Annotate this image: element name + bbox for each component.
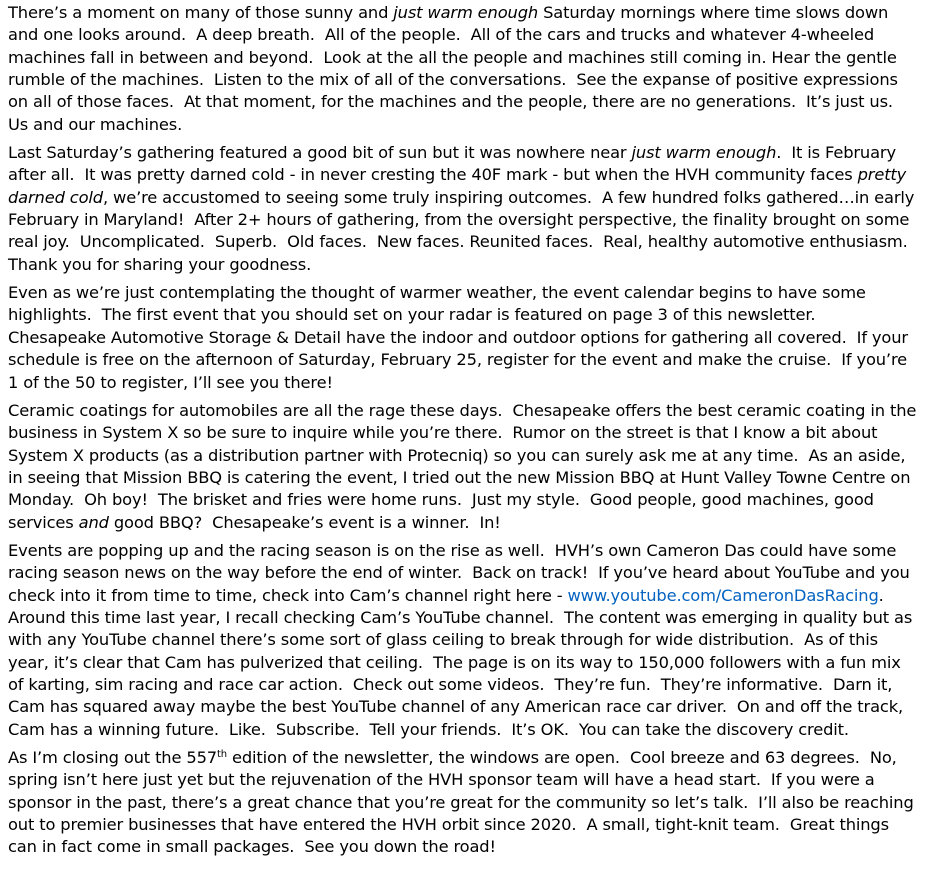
paragraph-6 xyxy=(8,747,920,859)
p2-italic-phrase-1: just warm enough xyxy=(631,143,777,163)
p6-text-a: As I’m closing out the 557 xyxy=(8,748,217,767)
p1-text-a: There’s a moment on many of those sunny and xyxy=(8,3,394,22)
paragraph-1 xyxy=(8,2,920,136)
paragraph-5 xyxy=(8,540,920,741)
p2-italic-phrase-2: pretty darned cold xyxy=(8,165,912,207)
p4-text-a: Ceramic coatings for automobiles are all the rage these days. Chesapeake offers the best ceramic coating in the business in System X so be sure to inquire while you’re there. Rumor on the street is that I know a bit about System X products (as a distribution partner with Protecniq) so you can surely ask me at any time. As an aside, in seeing that Mission BBQ is catering the event, I tried out the new Mission BBQ at Hunt Valley Towne Centre on Monday. Oh boy! The brisket and fries were home runs. Just my style. Good people, good machines, good services xyxy=(8,400,922,532)
p5-text-a: Events are popping up and the racing season is on the rise as well. HVH’s own Cameron Das could have some racing season news on the way before the end of winter. Back on track! If you’ve heard about YouTube and you check into it from time to time, check into Cam’s channel right here - xyxy=(8,540,915,605)
p2-text-a: Last Saturday’s gathering featured a good bit of sun but it was nowhere near xyxy=(8,143,632,163)
p4-text-c: good BBQ? Chesapeake’s event is a winner. In! xyxy=(108,512,501,532)
paragraph-2 xyxy=(8,142,920,276)
p1-italic-phrase: just warm enough xyxy=(393,3,539,22)
p5-text-b: . Around this time last year, I recall checking Cam’s YouTube channel. The content was emerging in quality but as with any YouTube channel there’s some sort of glass ceiling to break through for wide distribution. As of this year, it’s clear that Cam has pulverized that ceiling. The page is on its way to 150,000 followers with a fun mix of karting, sim racing and race car action. Check out some videos. They’re fun. They’re informative. Darn it, Cam has squared away maybe the best YouTube channel of any American race car driver. On and off the track, Cam has a winning future. Like. Subscribe. Tell your friends. It’s OK. You can take the discovery credit. xyxy=(8,585,918,739)
p1-text-c: Saturday mornings where time slows down and one looks around. A deep breath. All of the people. All of the cars and trucks and whatever 4-wheeled machines fall in between and beyond. Look at the all the people and machines still coming in. Hear the gentle rumble of the machines. Listen to the mix of all of the conversations. See the expanse of positive expressions on all of those faces. At that moment, for the machines and the people, there are no generations. It’s just us. Us and our machines. xyxy=(8,3,904,134)
paragraph-4 xyxy=(8,400,920,534)
p4-italic-word: and xyxy=(78,512,109,532)
p2-text-e: , we’re accustomed to seeing some truly inspiring outcomes. A few hundred folks gathered…in early February in Maryland! After 2+ hours of gathering, from the oversight perspective, the finality brought on some real joy. Uncomplicated. Superb. Old faces. New faces. Reunited faces. Real, healthy automotive enthusiasm. Thank you for sharing your goodness. xyxy=(8,187,920,274)
p3-text: Even as we’re just contemplating the thought of warmer weather, the event calendar begins to have some highlights. The first event that you should set on your radar is featured on page 3 of this newsletter. Chesapeake Automotive Storage & Detail have the indoor and outdoor options for gathering all covered. If your schedule is free on the afternoon of Saturday, February 25, register for the event and make the cruise. If you’re 1 of the 50 to register, I’ll see you there! xyxy=(8,283,913,392)
paragraph-3 xyxy=(8,282,920,394)
ordinal-suffix: th xyxy=(217,749,227,760)
youtube-channel-link[interactable]: www.youtube.com/CameronDasRacing xyxy=(567,585,879,605)
p2-text-c: . It is February after all. It was pretty darned cold - in never cresting the 40F mark - but when the HVH community faces xyxy=(8,143,901,185)
newsletter-page xyxy=(8,2,920,865)
p6-text-b: edition of the newsletter, the windows are open. Cool breeze and 63 degrees. No, spring isn’t here just yet but the rejuvenation of the HVH sponsor team will have a head start. If you were a sponsor in the past, there’s a great chance that you’re great for the community so let’s talk. I’ll also be reaching out to premier businesses that have entered the HVH orbit since 2020. A small, tight-knit team. Great things can in fact come in small packages. See you down the road! xyxy=(8,748,919,857)
